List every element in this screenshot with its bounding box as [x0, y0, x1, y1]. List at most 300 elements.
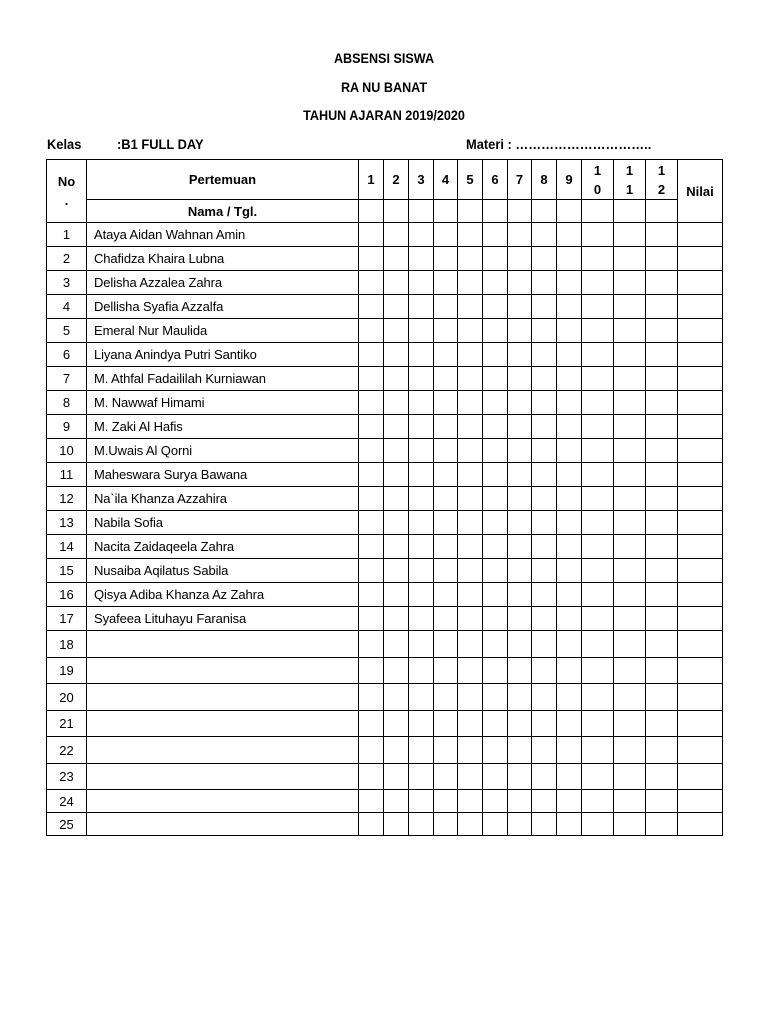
attendance-cell-7 — [508, 415, 532, 439]
row-number: 11 — [47, 463, 87, 487]
attendance-cell-5 — [458, 535, 483, 559]
attendance-cell-1 — [359, 295, 384, 319]
attendance-cell-11 — [614, 764, 646, 790]
attendance-cell-1 — [359, 343, 384, 367]
attendance-cell-6 — [483, 711, 508, 737]
student-name: Liyana Anindya Putri Santiko — [87, 343, 359, 367]
attendance-cell-1 — [359, 658, 384, 684]
attendance-cell-11 — [614, 535, 646, 559]
nilai-cell — [678, 658, 723, 684]
student-name: M.Uwais Al Qorni — [87, 439, 359, 463]
attendance-cell-7 — [508, 559, 532, 583]
attendance-cell-6 — [483, 737, 508, 764]
nilai-cell — [678, 684, 723, 711]
attendance-cell-9 — [557, 271, 582, 295]
meeting-7-header: 7 — [508, 160, 532, 200]
table-row — [47, 343, 723, 367]
attendance-cell-7 — [508, 247, 532, 271]
student-name — [87, 764, 359, 790]
attendance-cell-11 — [614, 367, 646, 391]
attendance-cell-8 — [532, 684, 557, 711]
attendance-cell-3 — [409, 247, 434, 271]
attendance-cell-4 — [434, 367, 458, 391]
attendance-cell-10 — [582, 813, 614, 836]
nama-tgl-header: Nama / Tgl. — [87, 200, 359, 223]
attendance-cell-12 — [646, 415, 678, 439]
attendance-cell-11 — [614, 271, 646, 295]
row-number: 21 — [47, 711, 87, 737]
attendance-cell-12 — [646, 607, 678, 631]
attendance-cell-11 — [614, 583, 646, 607]
attendance-cell-11 — [614, 790, 646, 813]
attendance-cell-2 — [384, 607, 409, 631]
meeting-3-header: 3 — [409, 160, 434, 200]
attendance-cell-7 — [508, 319, 532, 343]
attendance-cell-11 — [614, 223, 646, 247]
attendance-cell-6 — [483, 247, 508, 271]
nilai-header: Nilai — [678, 160, 723, 223]
table-row — [47, 813, 723, 836]
nilai-cell — [678, 439, 723, 463]
attendance-cell-4 — [434, 535, 458, 559]
row-number: 8 — [47, 391, 87, 415]
attendance-cell-4 — [434, 658, 458, 684]
attendance-cell-3 — [409, 607, 434, 631]
attendance-cell-6 — [483, 295, 508, 319]
attendance-cell-5 — [458, 463, 483, 487]
attendance-cell-7 — [508, 764, 532, 790]
nilai-cell — [678, 343, 723, 367]
attendance-cell-12 — [646, 439, 678, 463]
attendance-cell-3 — [409, 271, 434, 295]
kelas-value: :B1 FULL DAY — [117, 136, 204, 152]
table-row — [47, 658, 723, 684]
attendance-cell-10 — [582, 764, 614, 790]
attendance-cell-10 — [582, 343, 614, 367]
attendance-cell-7 — [508, 487, 532, 511]
attendance-cell-6 — [483, 631, 508, 658]
attendance-cell-12 — [646, 487, 678, 511]
attendance-cell-5 — [458, 764, 483, 790]
attendance-cell-12 — [646, 319, 678, 343]
attendance-cell-8 — [532, 271, 557, 295]
attendance-cell-8 — [532, 223, 557, 247]
table-row — [47, 391, 723, 415]
row-number: 3 — [47, 271, 87, 295]
attendance-cell-2 — [384, 367, 409, 391]
attendance-cell-10 — [582, 607, 614, 631]
attendance-cell-11 — [614, 391, 646, 415]
attendance-cell-1 — [359, 631, 384, 658]
attendance-cell-6 — [483, 391, 508, 415]
attendance-cell-7 — [508, 790, 532, 813]
nilai-cell — [678, 247, 723, 271]
attendance-cell-2 — [384, 295, 409, 319]
attendance-cell-1 — [359, 790, 384, 813]
row-number: 13 — [47, 511, 87, 535]
nilai-cell — [678, 737, 723, 764]
attendance-cell-8 — [532, 631, 557, 658]
attendance-cell-10 — [582, 559, 614, 583]
attendance-cell-2 — [384, 684, 409, 711]
attendance-cell-3 — [409, 511, 434, 535]
attendance-cell-4 — [434, 737, 458, 764]
table-row — [47, 559, 723, 583]
nilai-cell — [678, 415, 723, 439]
row-number: 15 — [47, 559, 87, 583]
attendance-cell-7 — [508, 607, 532, 631]
attendance-cell-8 — [532, 415, 557, 439]
attendance-cell-1 — [359, 487, 384, 511]
attendance-cell-9 — [557, 711, 582, 737]
row-number: 18 — [47, 631, 87, 658]
attendance-cell-10 — [582, 319, 614, 343]
table-row — [47, 463, 723, 487]
attendance-cell-9 — [557, 813, 582, 836]
attendance-cell-2 — [384, 737, 409, 764]
row-number: 23 — [47, 764, 87, 790]
attendance-cell-2 — [384, 439, 409, 463]
student-name: Nusaiba Aqilatus Sabila — [87, 559, 359, 583]
attendance-cell-6 — [483, 223, 508, 247]
attendance-cell-6 — [483, 764, 508, 790]
attendance-cell-3 — [409, 583, 434, 607]
attendance-cell-7 — [508, 535, 532, 559]
subheader-row — [47, 200, 723, 223]
attendance-table — [46, 159, 723, 836]
attendance-cell-12 — [646, 631, 678, 658]
attendance-cell-1 — [359, 535, 384, 559]
attendance-cell-1 — [359, 607, 384, 631]
student-name: Dellisha Syafia Azzalfa — [87, 295, 359, 319]
attendance-cell-9 — [557, 658, 582, 684]
attendance-cell-8 — [532, 463, 557, 487]
table-row — [47, 247, 723, 271]
attendance-cell-3 — [409, 391, 434, 415]
attendance-cell-7 — [508, 391, 532, 415]
attendance-cell-5 — [458, 684, 483, 711]
attendance-cell-2 — [384, 319, 409, 343]
attendance-cell-4 — [434, 295, 458, 319]
attendance-cell-2 — [384, 535, 409, 559]
attendance-cell-2 — [384, 271, 409, 295]
student-name: Maheswara Surya Bawana — [87, 463, 359, 487]
attendance-cell-9 — [557, 343, 582, 367]
meeting-8-header: 8 — [532, 160, 557, 200]
attendance-cell-7 — [508, 343, 532, 367]
nilai-cell — [678, 511, 723, 535]
attendance-cell-9 — [557, 439, 582, 463]
attendance-cell-10 — [582, 367, 614, 391]
attendance-cell-3 — [409, 737, 434, 764]
row-number: 24 — [47, 790, 87, 813]
attendance-cell-2 — [384, 559, 409, 583]
attendance-cell-7 — [508, 684, 532, 711]
attendance-cell-3 — [409, 439, 434, 463]
attendance-cell-11 — [614, 415, 646, 439]
attendance-cell-8 — [532, 790, 557, 813]
student-name: Na`ila Khanza Azzahira — [87, 487, 359, 511]
attendance-cell-10 — [582, 535, 614, 559]
nilai-cell — [678, 764, 723, 790]
attendance-cell-5 — [458, 295, 483, 319]
table-row — [47, 711, 723, 737]
attendance-cell-6 — [483, 343, 508, 367]
nilai-cell — [678, 295, 723, 319]
attendance-cell-6 — [483, 319, 508, 343]
attendance-cell-6 — [483, 487, 508, 511]
attendance-cell-9 — [557, 247, 582, 271]
attendance-cell-10 — [582, 737, 614, 764]
attendance-cell-3 — [409, 415, 434, 439]
attendance-cell-2 — [384, 391, 409, 415]
meeting-9-header: 9 — [557, 160, 582, 200]
attendance-cell-9 — [557, 223, 582, 247]
table-row — [47, 223, 723, 247]
attendance-cell-3 — [409, 684, 434, 711]
attendance-cell-3 — [409, 463, 434, 487]
attendance-cell-7 — [508, 631, 532, 658]
attendance-cell-5 — [458, 559, 483, 583]
attendance-cell-1 — [359, 813, 384, 836]
attendance-cell-8 — [532, 487, 557, 511]
attendance-cell-5 — [458, 223, 483, 247]
attendance-cell-7 — [508, 813, 532, 836]
attendance-cell-4 — [434, 559, 458, 583]
attendance-cell-5 — [458, 487, 483, 511]
attendance-cell-3 — [409, 343, 434, 367]
attendance-cell-3 — [409, 658, 434, 684]
attendance-cell-10 — [582, 247, 614, 271]
attendance-cell-9 — [557, 764, 582, 790]
attendance-cell-10 — [582, 658, 614, 684]
student-name: Nacita Zaidaqeela Zahra — [87, 535, 359, 559]
attendance-cell-12 — [646, 790, 678, 813]
nilai-cell — [678, 367, 723, 391]
student-name — [87, 684, 359, 711]
attendance-cell-2 — [384, 813, 409, 836]
attendance-cell-6 — [483, 658, 508, 684]
attendance-cell-6 — [483, 271, 508, 295]
attendance-cell-7 — [508, 658, 532, 684]
student-name: Syafeea Lituhayu Faranisa — [87, 607, 359, 631]
attendance-cell-4 — [434, 487, 458, 511]
student-name — [87, 737, 359, 764]
row-number: 1 — [47, 223, 87, 247]
attendance-cell-6 — [483, 367, 508, 391]
student-name: Emeral Nur Maulida — [87, 319, 359, 343]
kelas-label: Kelas — [47, 136, 82, 152]
attendance-cell-6 — [483, 439, 508, 463]
meeting-10-header: 1 0 — [582, 160, 614, 200]
attendance-cell-12 — [646, 764, 678, 790]
materi-field: Materi : ………………………….. — [466, 136, 652, 152]
student-name — [87, 711, 359, 737]
nilai-cell — [678, 319, 723, 343]
attendance-cell-4 — [434, 319, 458, 343]
attendance-cell-11 — [614, 511, 646, 535]
attendance-cell-10 — [582, 271, 614, 295]
nilai-cell — [678, 813, 723, 836]
meeting-6-header: 6 — [483, 160, 508, 200]
row-number: 10 — [47, 439, 87, 463]
attendance-cell-12 — [646, 391, 678, 415]
attendance-cell-10 — [582, 463, 614, 487]
nilai-cell — [678, 607, 723, 631]
attendance-cell-3 — [409, 295, 434, 319]
attendance-cell-3 — [409, 223, 434, 247]
attendance-cell-7 — [508, 367, 532, 391]
attendance-cell-9 — [557, 367, 582, 391]
attendance-cell-8 — [532, 535, 557, 559]
attendance-cell-1 — [359, 439, 384, 463]
attendance-cell-10 — [582, 295, 614, 319]
attendance-cell-8 — [532, 764, 557, 790]
student-name: M. Zaki Al Hafis — [87, 415, 359, 439]
academic-year: TAHUN AJARAN 2019/2020 — [303, 107, 465, 123]
attendance-cell-5 — [458, 511, 483, 535]
meeting-2-header: 2 — [384, 160, 409, 200]
attendance-cell-9 — [557, 583, 582, 607]
attendance-cell-2 — [384, 463, 409, 487]
attendance-cell-1 — [359, 737, 384, 764]
attendance-cell-3 — [409, 764, 434, 790]
attendance-cell-9 — [557, 737, 582, 764]
attendance-cell-11 — [614, 319, 646, 343]
row-number: 12 — [47, 487, 87, 511]
attendance-cell-12 — [646, 535, 678, 559]
attendance-cell-2 — [384, 487, 409, 511]
attendance-cell-10 — [582, 415, 614, 439]
attendance-cell-5 — [458, 658, 483, 684]
attendance-cell-4 — [434, 631, 458, 658]
attendance-cell-9 — [557, 511, 582, 535]
attendance-cell-1 — [359, 319, 384, 343]
attendance-cell-11 — [614, 343, 646, 367]
attendance-cell-2 — [384, 223, 409, 247]
attendance-cell-8 — [532, 737, 557, 764]
attendance-cell-2 — [384, 343, 409, 367]
attendance-cell-11 — [614, 658, 646, 684]
row-number: 9 — [47, 415, 87, 439]
row-number: 20 — [47, 684, 87, 711]
attendance-cell-12 — [646, 684, 678, 711]
attendance-cell-4 — [434, 271, 458, 295]
attendance-cell-12 — [646, 711, 678, 737]
table-row — [47, 319, 723, 343]
document-title: ABSENSI SISWA — [333, 50, 435, 66]
attendance-cell-6 — [483, 684, 508, 711]
attendance-cell-7 — [508, 737, 532, 764]
meeting-11-header: 1 1 — [614, 160, 646, 200]
attendance-cell-6 — [483, 559, 508, 583]
attendance-cell-2 — [384, 764, 409, 790]
attendance-cell-2 — [384, 631, 409, 658]
attendance-cell-12 — [646, 559, 678, 583]
attendance-cell-9 — [557, 684, 582, 711]
header-row — [47, 160, 723, 200]
attendance-cell-3 — [409, 319, 434, 343]
attendance-cell-10 — [582, 711, 614, 737]
attendance-cell-8 — [532, 559, 557, 583]
attendance-cell-1 — [359, 391, 384, 415]
nilai-cell — [678, 223, 723, 247]
table-row — [47, 295, 723, 319]
school-name: RA NU BANAT — [340, 79, 428, 95]
table-row — [47, 511, 723, 535]
attendance-cell-5 — [458, 271, 483, 295]
attendance-cell-5 — [458, 607, 483, 631]
nilai-cell — [678, 391, 723, 415]
student-name — [87, 813, 359, 836]
attendance-cell-9 — [557, 463, 582, 487]
attendance-cell-5 — [458, 391, 483, 415]
attendance-cell-4 — [434, 223, 458, 247]
attendance-cell-1 — [359, 415, 384, 439]
row-number: 14 — [47, 535, 87, 559]
attendance-cell-7 — [508, 271, 532, 295]
attendance-cell-8 — [532, 343, 557, 367]
attendance-cell-2 — [384, 658, 409, 684]
attendance-cell-5 — [458, 631, 483, 658]
attendance-cell-6 — [483, 511, 508, 535]
attendance-cell-3 — [409, 813, 434, 836]
attendance-cell-12 — [646, 247, 678, 271]
nilai-cell — [678, 790, 723, 813]
table-row — [47, 367, 723, 391]
attendance-cell-1 — [359, 764, 384, 790]
attendance-cell-11 — [614, 247, 646, 271]
attendance-cell-8 — [532, 367, 557, 391]
attendance-cell-7 — [508, 511, 532, 535]
attendance-cell-1 — [359, 223, 384, 247]
attendance-cell-4 — [434, 684, 458, 711]
nilai-cell — [678, 271, 723, 295]
meeting-1-header: 1 — [359, 160, 384, 200]
student-name: Delisha Azzalea Zahra — [87, 271, 359, 295]
attendance-cell-5 — [458, 367, 483, 391]
attendance-cell-11 — [614, 487, 646, 511]
attendance-cell-6 — [483, 583, 508, 607]
nilai-cell — [678, 631, 723, 658]
attendance-cell-11 — [614, 737, 646, 764]
attendance-cell-10 — [582, 684, 614, 711]
attendance-cell-3 — [409, 631, 434, 658]
row-number: 2 — [47, 247, 87, 271]
table-row — [47, 631, 723, 658]
attendance-cell-8 — [532, 391, 557, 415]
attendance-cell-6 — [483, 607, 508, 631]
attendance-cell-4 — [434, 439, 458, 463]
attendance-cell-8 — [532, 813, 557, 836]
attendance-cell-7 — [508, 295, 532, 319]
attendance-cell-12 — [646, 295, 678, 319]
nilai-cell — [678, 559, 723, 583]
table-row — [47, 684, 723, 711]
attendance-cell-2 — [384, 583, 409, 607]
attendance-cell-12 — [646, 271, 678, 295]
attendance-cell-12 — [646, 343, 678, 367]
attendance-cell-12 — [646, 463, 678, 487]
attendance-cell-9 — [557, 790, 582, 813]
no-header: No . — [47, 160, 87, 223]
attendance-cell-11 — [614, 295, 646, 319]
student-name: Chafidza Khaira Lubna — [87, 247, 359, 271]
attendance-cell-3 — [409, 535, 434, 559]
attendance-cell-1 — [359, 247, 384, 271]
attendance-cell-5 — [458, 711, 483, 737]
attendance-cell-10 — [582, 583, 614, 607]
